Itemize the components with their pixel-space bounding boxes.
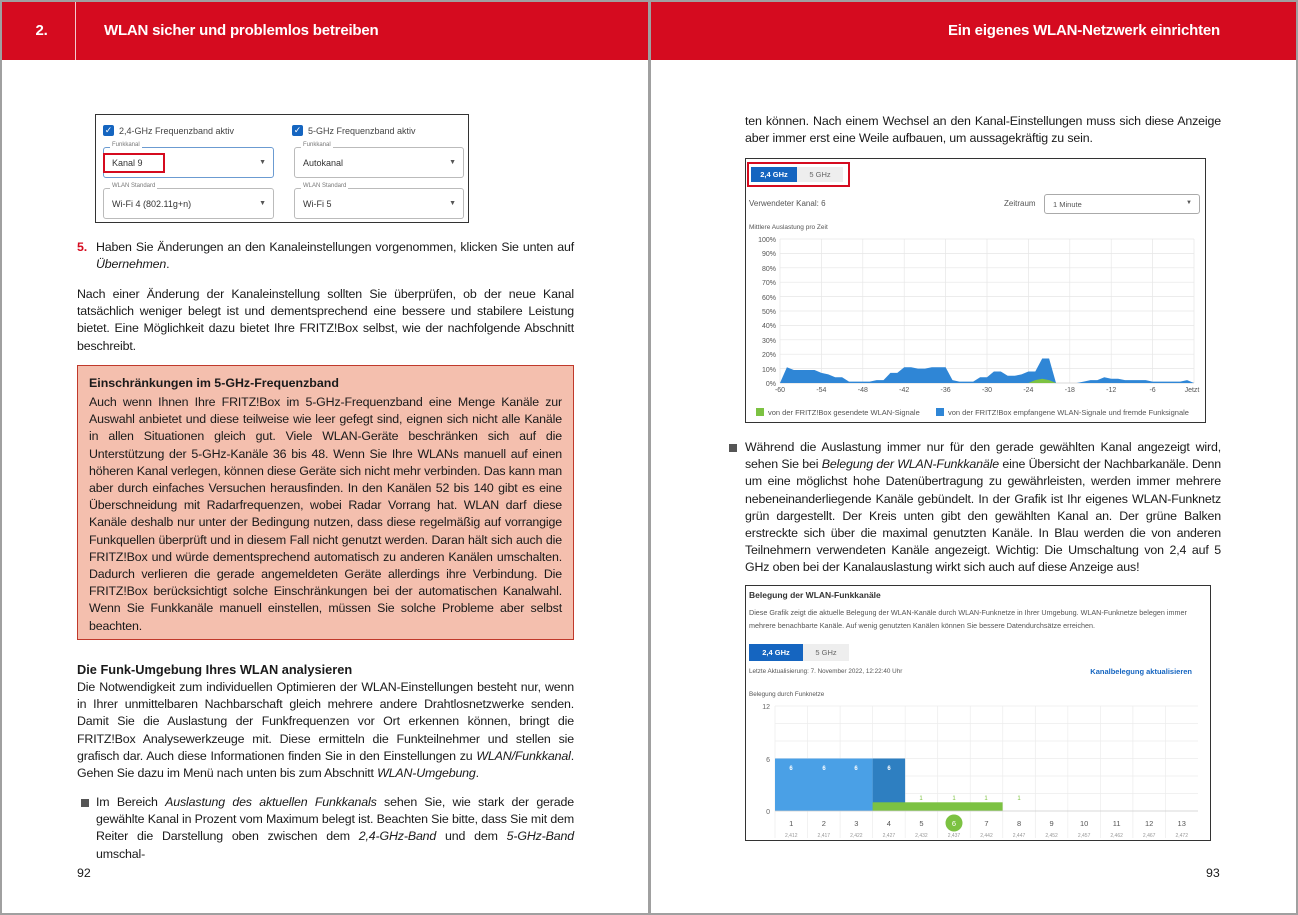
tab-2-4-ghz[interactable]: 2,4 GHz [749, 644, 803, 661]
svg-text:20%: 20% [761, 352, 776, 359]
band5-checkbox-label: 5-GHz Frequenzband aktiv [308, 125, 416, 136]
used-channel [749, 199, 826, 208]
svg-text:80%: 80% [761, 266, 776, 273]
occupancy-bar-chart [746, 698, 1212, 840]
chevron-down-icon: ▼ [449, 200, 456, 207]
svg-text:6: 6 [766, 757, 770, 764]
section-text [77, 679, 574, 782]
svg-text:2,422: 2,422 [850, 833, 863, 839]
svg-text:0: 0 [766, 809, 770, 816]
chevron-down-icon: ▼ [259, 200, 266, 207]
bullet-item-occupancy [745, 439, 1221, 577]
svg-text:2,452: 2,452 [1045, 833, 1058, 839]
svg-text:2,442: 2,442 [980, 833, 993, 839]
text-emphasis: 2,4-GHz-Band [358, 829, 437, 844]
svg-text:1: 1 [919, 796, 923, 802]
text-part: . Gehen Sie dazu im Menü nach unten bis zum Abschnitt [77, 748, 574, 781]
field-label: Funkkanal [112, 142, 140, 148]
legend-blue-swatch [936, 408, 944, 416]
occupancy-chart-title: Belegung durch Funknetze [749, 691, 825, 698]
svg-text:6: 6 [951, 819, 957, 828]
chart-title: Mittlere Auslastung pro Zeit [749, 224, 828, 231]
svg-text:60%: 60% [761, 295, 776, 302]
checkmark-icon: ✓ [104, 125, 113, 135]
info-box [77, 365, 574, 640]
text-emphasis: WLAN-Umgebung [377, 766, 476, 781]
svg-text:2,447: 2,447 [1012, 833, 1026, 839]
step-number: 5. [77, 240, 88, 254]
svg-text:4: 4 [886, 819, 891, 828]
band5-checkbox[interactable] [292, 125, 416, 136]
band-tabs [749, 644, 849, 661]
settings-screenshot [95, 114, 469, 223]
svg-text:3: 3 [854, 819, 859, 828]
chapter-title: WLAN sicher und problemlos betreiben [104, 22, 379, 39]
legend-label: von der FRITZ!Box gesendete WLAN-Signale [768, 408, 920, 417]
legend-sent [756, 408, 920, 417]
svg-text:90%: 90% [761, 251, 776, 258]
step-end: . [166, 257, 170, 272]
page-number: 92 [77, 866, 91, 880]
svg-text:1: 1 [789, 819, 794, 828]
step-5 [77, 239, 574, 272]
used-channel-value: 6 [821, 199, 826, 208]
legend-green-swatch [756, 408, 764, 416]
svg-text:1: 1 [952, 796, 956, 802]
field-label: Funkkanal [303, 142, 331, 148]
svg-text:2: 2 [821, 819, 826, 828]
paragraph-intro: Nach einer Änderung der Kanaleinstellung sollten Sie überprüfen, ob der neue Kanal tatsächlich weniger belegt ist und dementsprechend eine bessere und stabilere Leistung bietet. Eine Möglichkeit dazu bietet Ihre FRITZ!Box selbst, wie der nachfolgende Abschnitt beschreibt. [77, 287, 574, 353]
tab-5-ghz[interactable]: 5 GHz [803, 644, 849, 661]
svg-text:2,457: 2,457 [1077, 833, 1091, 839]
svg-text:2,432: 2,432 [915, 833, 928, 839]
info-box-text: Auch wenn Ihnen Ihre FRITZ!Box im 5-GHz-Frequenzband eine Menge Kanäle zur Auswahl anbietet und diese teilweise wie leer gefegt sind, eignen sich nicht alle Kanäle in allen Situationen gleich gut. Viele WLAN-Geräte beschränken sich auf die Unterstützung der 5-GHz-Kanäle 36 bis 48. Wenn Sie Ihre WLANs manuell auf einen höheren Kanal verlegen, können diese Geräte sich nicht mehr verbinden. Das kann man aber durch einfaches Versuchen herausfinden. In den Kanälen 52 bis 140 gibt es eine Überschneidung mit Radarfrequenzen, wobei Radar Vorrang hat. WLAN darf diese Kanäle deshalb nur unter der Bedingung nutzen, dass diese regelmäßig auf vorrangige Funkquellen überprüft und in diesem Fall nicht genutzt werden. Daran hält sich auch die FRITZ!Box und würde dementsprechend automatisch zu anderen Kanälen umschalten. Dadurch verlieren die gerade angemeldeten Geräte allerdings ihre Verbindung. Die FRITZ!Box berücksichtigt solche Einschränkungen bei der automatischen Kanalwahl. Wenn Sie Funkkanäle manuell einstellen, müssen Sie solche Probleme aber selbst beachten. [89, 395, 562, 633]
svg-text:10: 10 [1079, 819, 1089, 828]
svg-text:8: 8 [1016, 819, 1022, 828]
timespan-select[interactable] [1044, 194, 1200, 214]
text-part: sehen Sie, wie stark der gerade gewählte Kanal in Prozent vom Maximum belegt ist. Beachten Sie bitte, dass Sie mit dem Reiter die Darstellung oben zwischen dem [96, 795, 574, 844]
legend-received [936, 408, 1189, 417]
svg-text:2,427: 2,427 [882, 833, 896, 839]
legend-label: von der FRITZ!Box empfangene WLAN-Signale und fremde Funksignale [948, 408, 1189, 417]
svg-text:-42: -42 [899, 387, 910, 393]
svg-text:1: 1 [1017, 796, 1021, 802]
text-emphasis: Belegung der WLAN-Funkkanäle [821, 457, 999, 472]
svg-text:11: 11 [1112, 819, 1121, 828]
svg-text:5: 5 [919, 819, 924, 828]
chevron-down-icon: ▼ [259, 159, 266, 166]
svg-text:-12: -12 [1106, 387, 1117, 393]
text-part: . [475, 766, 479, 781]
chevron-down-icon: ▼ [449, 159, 456, 166]
band24-checkbox-label: 2,4-GHz Frequenzband aktiv [119, 125, 235, 136]
text-emphasis: Auslastung des aktuellen Funkkanals [165, 795, 377, 809]
field-label: WLAN Standard [112, 183, 156, 189]
svg-text:-54: -54 [816, 387, 827, 393]
svg-text:50%: 50% [761, 309, 776, 316]
text-part: umschal- [96, 846, 146, 861]
right-page [651, 2, 1296, 913]
bullet-square-icon [729, 444, 737, 452]
svg-text:Jetzt: Jetzt [1184, 387, 1200, 393]
svg-text:-30: -30 [981, 387, 993, 393]
band24-checkbox[interactable] [103, 125, 234, 136]
svg-text:6: 6 [789, 766, 793, 772]
step-emphasis: Übernehmen [96, 257, 167, 272]
svg-text:2,462: 2,462 [1110, 833, 1123, 839]
bullet-item-utilization [96, 794, 574, 863]
occupancy-screenshot [745, 585, 1211, 841]
paragraph-top: ten können. Nach einem Wechsel an den Kanal-Einstellungen muss sich diese Anzeige aber immer erst eine Weile aufbauen, um aussagekräftig zu sein. [745, 114, 1221, 146]
svg-text:12: 12 [1145, 819, 1154, 828]
svg-text:7: 7 [984, 819, 989, 828]
chevron-down-icon: ▼ [1186, 200, 1192, 206]
svg-text:-60: -60 [774, 387, 786, 393]
occupancy-title: Belegung der WLAN-Funkkanäle [749, 590, 881, 600]
section-title: Ein eigenes WLAN-Netzwerk einrichten [947, 22, 1220, 39]
svg-text:1: 1 [984, 796, 988, 802]
svg-text:-48: -48 [857, 387, 868, 393]
svg-text:0%: 0% [765, 381, 776, 388]
svg-text:-6: -6 [1149, 387, 1156, 393]
section-analysis [77, 662, 574, 782]
tab-2-4-ghz[interactable]: 2,4 GHz [751, 167, 797, 182]
band24-standard-select[interactable] [103, 183, 274, 219]
last-update: Letzte Aktualisierung: 7. November 2022, 12:22:40 Uhr [749, 668, 903, 675]
svg-text:2,417: 2,417 [817, 833, 831, 839]
svg-text:9: 9 [1049, 819, 1054, 828]
section-header [651, 2, 1296, 60]
refresh-channels-link[interactable]: Kanalbelegung aktualisieren [1090, 667, 1192, 676]
field-value: Wi-Fi 4 (802.11g+n) [112, 199, 192, 209]
svg-text:-24: -24 [1023, 387, 1034, 393]
text-emphasis: WLAN/Funkkanal [476, 748, 571, 763]
field-value: Wi-Fi 5 [303, 199, 332, 209]
svg-text:12: 12 [762, 704, 770, 711]
bar-own-network [873, 802, 1003, 811]
tab-5-ghz[interactable]: 5 GHz [797, 167, 843, 182]
text-part: Im Bereich [96, 795, 166, 809]
svg-text:2,412: 2,412 [785, 833, 798, 839]
svg-text:-18: -18 [1064, 387, 1075, 393]
occupancy-description: Diese Grafik zeigt die aktuelle Belegung der WLAN-Kanäle durch WLAN-Funknetze in Ihrer Umgebung. WLAN-Funknetze belegen immer mehrere benachbarte Kanäle. Auf wenig genutzten Kanälen können Sie bessere Datendurchsätze erreichen. [749, 608, 1187, 630]
svg-text:6: 6 [854, 766, 858, 772]
highlight-frame [103, 153, 165, 173]
svg-text:100%: 100% [758, 237, 776, 244]
utilization-screenshot [745, 158, 1206, 423]
svg-text:2,467: 2,467 [1142, 833, 1156, 839]
step-text: Haben Sie Änderungen an den Kanaleinstellungen vorgenommen, klicken Sie unten auf [96, 240, 574, 254]
field-value: Kanal 9 [112, 158, 143, 168]
bullet-square-icon [81, 799, 89, 807]
svg-text:70%: 70% [761, 280, 776, 287]
timespan-label: Zeitraum [1004, 199, 1036, 208]
svg-text:2,472: 2,472 [1175, 833, 1188, 839]
text-part: und dem [436, 829, 507, 844]
band5-channel-select[interactable] [294, 142, 464, 178]
field-label: WLAN Standard [303, 183, 347, 189]
chapter-number: 2. [2, 2, 76, 60]
svg-text:6: 6 [822, 766, 826, 772]
checkmark-icon: ✓ [293, 125, 302, 135]
field-value: Autokanal [303, 158, 344, 168]
svg-text:2,437: 2,437 [947, 833, 961, 839]
highlight-frame [747, 162, 850, 187]
svg-text:40%: 40% [761, 323, 776, 330]
chapter-header [2, 2, 648, 60]
timespan-value: 1 Minute [1053, 200, 1082, 209]
band5-standard-select[interactable] [294, 183, 464, 219]
text-emphasis: 5-GHz-Band [506, 829, 574, 844]
svg-text:6: 6 [887, 766, 891, 772]
utilization-area-chart [746, 233, 1207, 393]
svg-text:30%: 30% [761, 338, 776, 345]
text-part: eine Übersicht der Nachbarkanäle. Denn um eine möglichst hohe Datenübertragung zu gewährleisten, werden immer mehrere nebeneinanderliegende Kanäle gebündelt. In der Grafik ist Ihr eigenes WLAN-Funknetz grün dargestellt. Der Kreis unten gibt den gewählten Kanal an. Der grüne Balken erstreckte sich über die maximal genutzten Kanäle. In Blau werden die von anderen Teilnehmern verwendeten Kanäle angezeigt. Wichtig: Die Umschaltung von 2,4 auf 5 GHz oben bei der Kanalauslastung wirkt sich auch auf diese Anzeige aus! [745, 457, 1221, 575]
svg-text:-36: -36 [940, 387, 951, 393]
left-page [2, 2, 648, 913]
svg-text:10%: 10% [761, 367, 776, 374]
info-box-title: Einschränkungen im 5-GHz-Frequenzband [89, 376, 339, 390]
text-part: Die Notwendigkeit zum individuellen Optimieren der WLAN-Einstellungen besteht nur, wenn in Ihrer unmittelbaren Nachbarschaft gleich mehrere andere Drahtlosnetzwerke senden. Damit Sie die Auslastung der Funkfrequenzen vor Ort erkennen können, bringt die FRITZ!Box Analysewerkzeuge mit. Diese ermitteln die Funkteilnehmer und stellen sie grafisch dar. Auch diese Informationen finden Sie in den Einstellungen zu [77, 680, 574, 763]
section-heading: Die Funk-Umgebung Ihres WLAN analysieren [77, 662, 353, 677]
page-number: 93 [1206, 866, 1220, 880]
svg-text:13: 13 [1177, 819, 1186, 828]
text-part: Während die Auslastung immer nur für den gerade gewählten Kanal angezeigt wird, sehen Sie bei [745, 440, 1221, 472]
used-channel-label: Verwendeter Kanal: [749, 199, 819, 208]
